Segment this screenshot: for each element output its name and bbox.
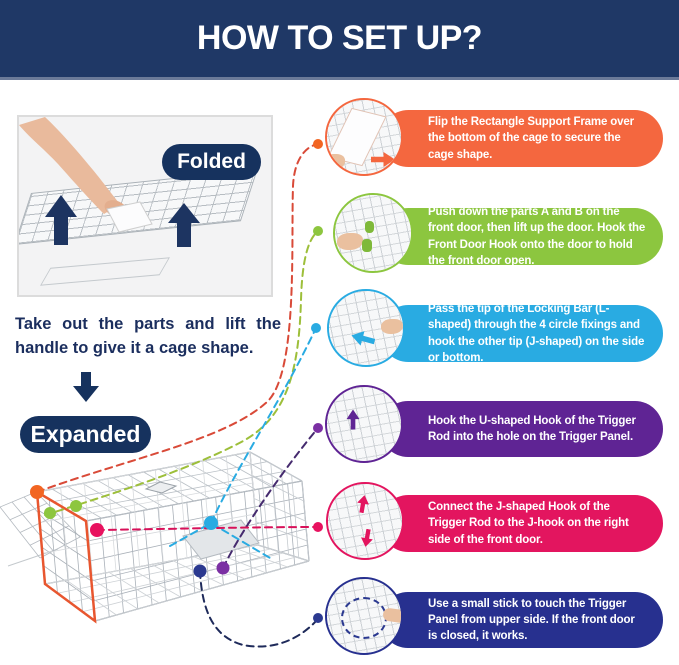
cage-mesh-line [220, 458, 272, 487]
cage-mesh-line [62, 507, 71, 603]
cage-mesh-line [235, 455, 287, 484]
cage-mesh-line [37, 452, 250, 492]
cage-mesh-line [37, 452, 250, 492]
cage-mesh-line [91, 529, 306, 581]
cage-mesh-line [189, 463, 240, 492]
cage-mesh-line [250, 452, 258, 545]
cage-mesh-line [10, 503, 47, 520]
cage-point [30, 485, 44, 499]
up-arrow-icon [45, 195, 77, 245]
cage-mesh-line [88, 497, 304, 541]
cage-mesh-line [109, 572, 159, 603]
cage-mesh-line [254, 499, 306, 522]
step-2-text: Push down the parts A and B on the front door, then lift up the door. Hook the Front Door Hook onto the door to hold the front door open. [428, 205, 646, 267]
cage-mesh-line [86, 481, 302, 521]
cage-mesh-line [61, 488, 69, 580]
step-point [313, 423, 323, 433]
up-arrow-icon [168, 203, 200, 247]
cage-mesh-line [37, 492, 45, 584]
cage-mesh-line [302, 481, 309, 561]
cage-mesh-line [88, 576, 138, 609]
cage-mesh-line [226, 456, 234, 549]
cage-mesh-line [144, 510, 152, 605]
step-1-text: Flip the Rectangle Support Frame over the bottom of the cage to secure the cage shape. [428, 116, 634, 161]
cage-mesh-line [58, 549, 271, 593]
header [0, 0, 679, 80]
cage-mesh-line [86, 481, 302, 521]
cage-mesh-line [258, 545, 309, 561]
folded-badge: Folded [162, 144, 261, 180]
cage-mesh-line [37, 492, 45, 584]
cage-mesh-line [37, 452, 250, 492]
cage-mesh-line [49, 499, 57, 593]
cage-mesh-line [83, 557, 297, 612]
cage-mesh-line [93, 545, 307, 601]
step-4-photo [325, 385, 403, 463]
cage-mesh-line [0, 492, 36, 507]
cage-mesh-line [250, 452, 258, 545]
cage-mesh-line [70, 471, 285, 511]
cage-mesh-line [179, 465, 187, 558]
cage-mesh-line [40, 537, 80, 558]
cage-mesh-line [152, 565, 203, 592]
cage-mesh-line [132, 474, 140, 566]
cage-mesh-line [90, 513, 305, 561]
connector-line-5 [97, 527, 318, 530]
step-5-photo [326, 482, 404, 560]
cage-point [217, 562, 230, 575]
cage-mesh-line [39, 510, 88, 541]
step-3-photo [327, 289, 405, 367]
cage-mesh-line [84, 483, 92, 575]
cage-mesh-line [230, 494, 238, 581]
cage-mesh-line [159, 469, 210, 498]
cage-mesh-line [244, 492, 252, 577]
support-frame-highlight [37, 492, 95, 621]
cage-mesh-line [20, 515, 58, 533]
hand-image [19, 117, 120, 214]
cage-mesh-line [98, 481, 148, 510]
cage-mesh-line [40, 483, 253, 523]
cage-mesh-line [108, 479, 116, 571]
cage-mesh-line [215, 553, 266, 573]
mesh-texture [327, 387, 401, 461]
folded-photo [17, 115, 273, 297]
locking-bar-line [170, 523, 270, 558]
cage-mesh-line [203, 461, 211, 554]
cage-mesh-line [42, 547, 92, 581]
cage-mesh-line [45, 584, 95, 621]
step-point [313, 226, 323, 236]
cage-point [204, 516, 218, 530]
step-6-photo [325, 577, 403, 655]
expanded-badge: Expanded [20, 416, 151, 453]
step-6-text: Use a small stick to touch the Trigger Panel from upper side. If the front door is closed, it works. [428, 597, 635, 643]
cage-mesh-line [95, 561, 309, 621]
step-point [313, 139, 323, 149]
cage-mesh-line [194, 557, 245, 579]
step-point [313, 613, 323, 623]
cage-mesh-line [45, 545, 258, 584]
cage-mesh-line [258, 545, 309, 561]
cage-mesh-line [250, 452, 302, 481]
connector-line-4 [223, 428, 318, 568]
cage-mesh-line [288, 484, 295, 565]
cage-mesh-line [129, 513, 138, 609]
hand-image [325, 154, 345, 170]
step-point [313, 522, 323, 532]
cage-mesh-line [86, 481, 302, 521]
cage-mesh-line [45, 584, 95, 621]
cage-mesh-line [30, 526, 69, 546]
cage-point [44, 507, 56, 519]
cage-mesh-line [83, 483, 133, 512]
cage-mesh-line [43, 566, 93, 601]
cage-point [90, 523, 104, 537]
step-point [311, 323, 321, 333]
step-4-pill [380, 401, 663, 457]
cage-mesh-line [113, 478, 163, 507]
cage-mesh-line [259, 489, 266, 573]
cage-mesh-line [95, 561, 309, 621]
step-5-pill [380, 495, 663, 552]
down-arrow-icon [69, 372, 103, 404]
cage-mesh-line [67, 486, 116, 515]
step-1-photo [325, 98, 403, 176]
cage-mesh-line [40, 529, 89, 561]
cage-mesh-line [8, 549, 58, 566]
cage-mesh-line [53, 462, 267, 502]
cage-mesh-line [45, 545, 258, 584]
cage-mesh-line [172, 505, 180, 597]
cage-mesh-line [155, 470, 163, 563]
cage-mesh-line [271, 464, 279, 552]
cage-mesh-line [24, 497, 67, 544]
cage-mesh-line [302, 481, 309, 561]
trigger-area-ring [341, 597, 387, 639]
cage-mesh-line [66, 580, 116, 615]
cage-mesh-line [12, 502, 53, 551]
step-2-photo [333, 193, 413, 273]
step-2-pill [380, 205, 663, 267]
cage-mesh-line [281, 469, 288, 554]
cage-mesh-line [100, 518, 109, 617]
connector-line-6 [200, 571, 318, 647]
cage-mesh-line [237, 549, 288, 567]
cage-mesh-line [258, 545, 309, 561]
cage-point [194, 565, 207, 578]
cage-mesh-line [128, 475, 178, 504]
cage-mesh-line [173, 561, 224, 585]
cage-mesh-line [260, 458, 268, 548]
cage-mesh-line [52, 489, 101, 518]
cage-mesh-line [37, 492, 86, 521]
cage-mesh-line [144, 472, 195, 501]
step-3-text: Pass the tip of the Locking Bar (L-shaped) through the 4 circle fixings and hook the other tip (J-shaped) on the side or bottom. [428, 302, 645, 364]
cage-mesh-line [204, 461, 255, 490]
cage-mesh-line [115, 516, 124, 613]
handle [146, 482, 176, 493]
instruction-text: Take out the parts and lift the handle to give it a cage shape. [15, 315, 281, 357]
cage-mesh-line [256, 522, 307, 541]
mesh-texture [328, 484, 402, 558]
step-4-text: Hook the U-shaped Hook of the Trigger Rod into the hole on the Trigger Panel. [428, 414, 636, 443]
cage-mesh-line [45, 545, 258, 584]
cage-mesh-line [42, 514, 255, 553]
cage-mesh-line [292, 475, 299, 558]
cage-mesh-line [86, 521, 95, 621]
step-1-pill [380, 110, 663, 167]
cage-mesh-line [201, 500, 209, 589]
cage-mesh-line [158, 508, 166, 601]
cage-mesh-line [187, 502, 195, 593]
cage-mesh-line [302, 481, 309, 561]
cage-mesh-line [174, 466, 225, 495]
step-6-pill [380, 592, 663, 648]
cage-mesh-line [250, 452, 302, 481]
cage-point [70, 500, 82, 512]
cage-mesh-line [37, 492, 45, 584]
cage-mesh-line [45, 584, 95, 621]
cage-mesh-line [0, 507, 40, 558]
cage-mesh-line [95, 561, 309, 621]
cage-mesh-line [36, 492, 80, 537]
cage-mesh-line [250, 452, 258, 545]
cage-mesh-line [252, 475, 304, 501]
trigger-panel [183, 520, 259, 559]
cage-mesh-line [74, 514, 83, 612]
cage-mesh-line [37, 492, 86, 521]
cage-mesh-line [70, 553, 284, 603]
cage-mesh-line [273, 486, 280, 569]
step-5-text: Connect the J-shaped Hook of the Trigger Rod to the J-hook on the right side of the front door. [428, 501, 629, 546]
part-a [365, 221, 374, 233]
page-title: HOW TO SET UP? [196, 19, 483, 57]
cage-mesh-line [37, 492, 86, 521]
cage-mesh-line [130, 568, 180, 597]
part-b [362, 239, 372, 252]
step-3-pill [380, 302, 663, 364]
cage-mesh-line [86, 521, 95, 621]
cage-mesh-line [86, 521, 95, 621]
cage-mesh-line [216, 497, 224, 585]
cage-mesh-line [250, 452, 302, 481]
